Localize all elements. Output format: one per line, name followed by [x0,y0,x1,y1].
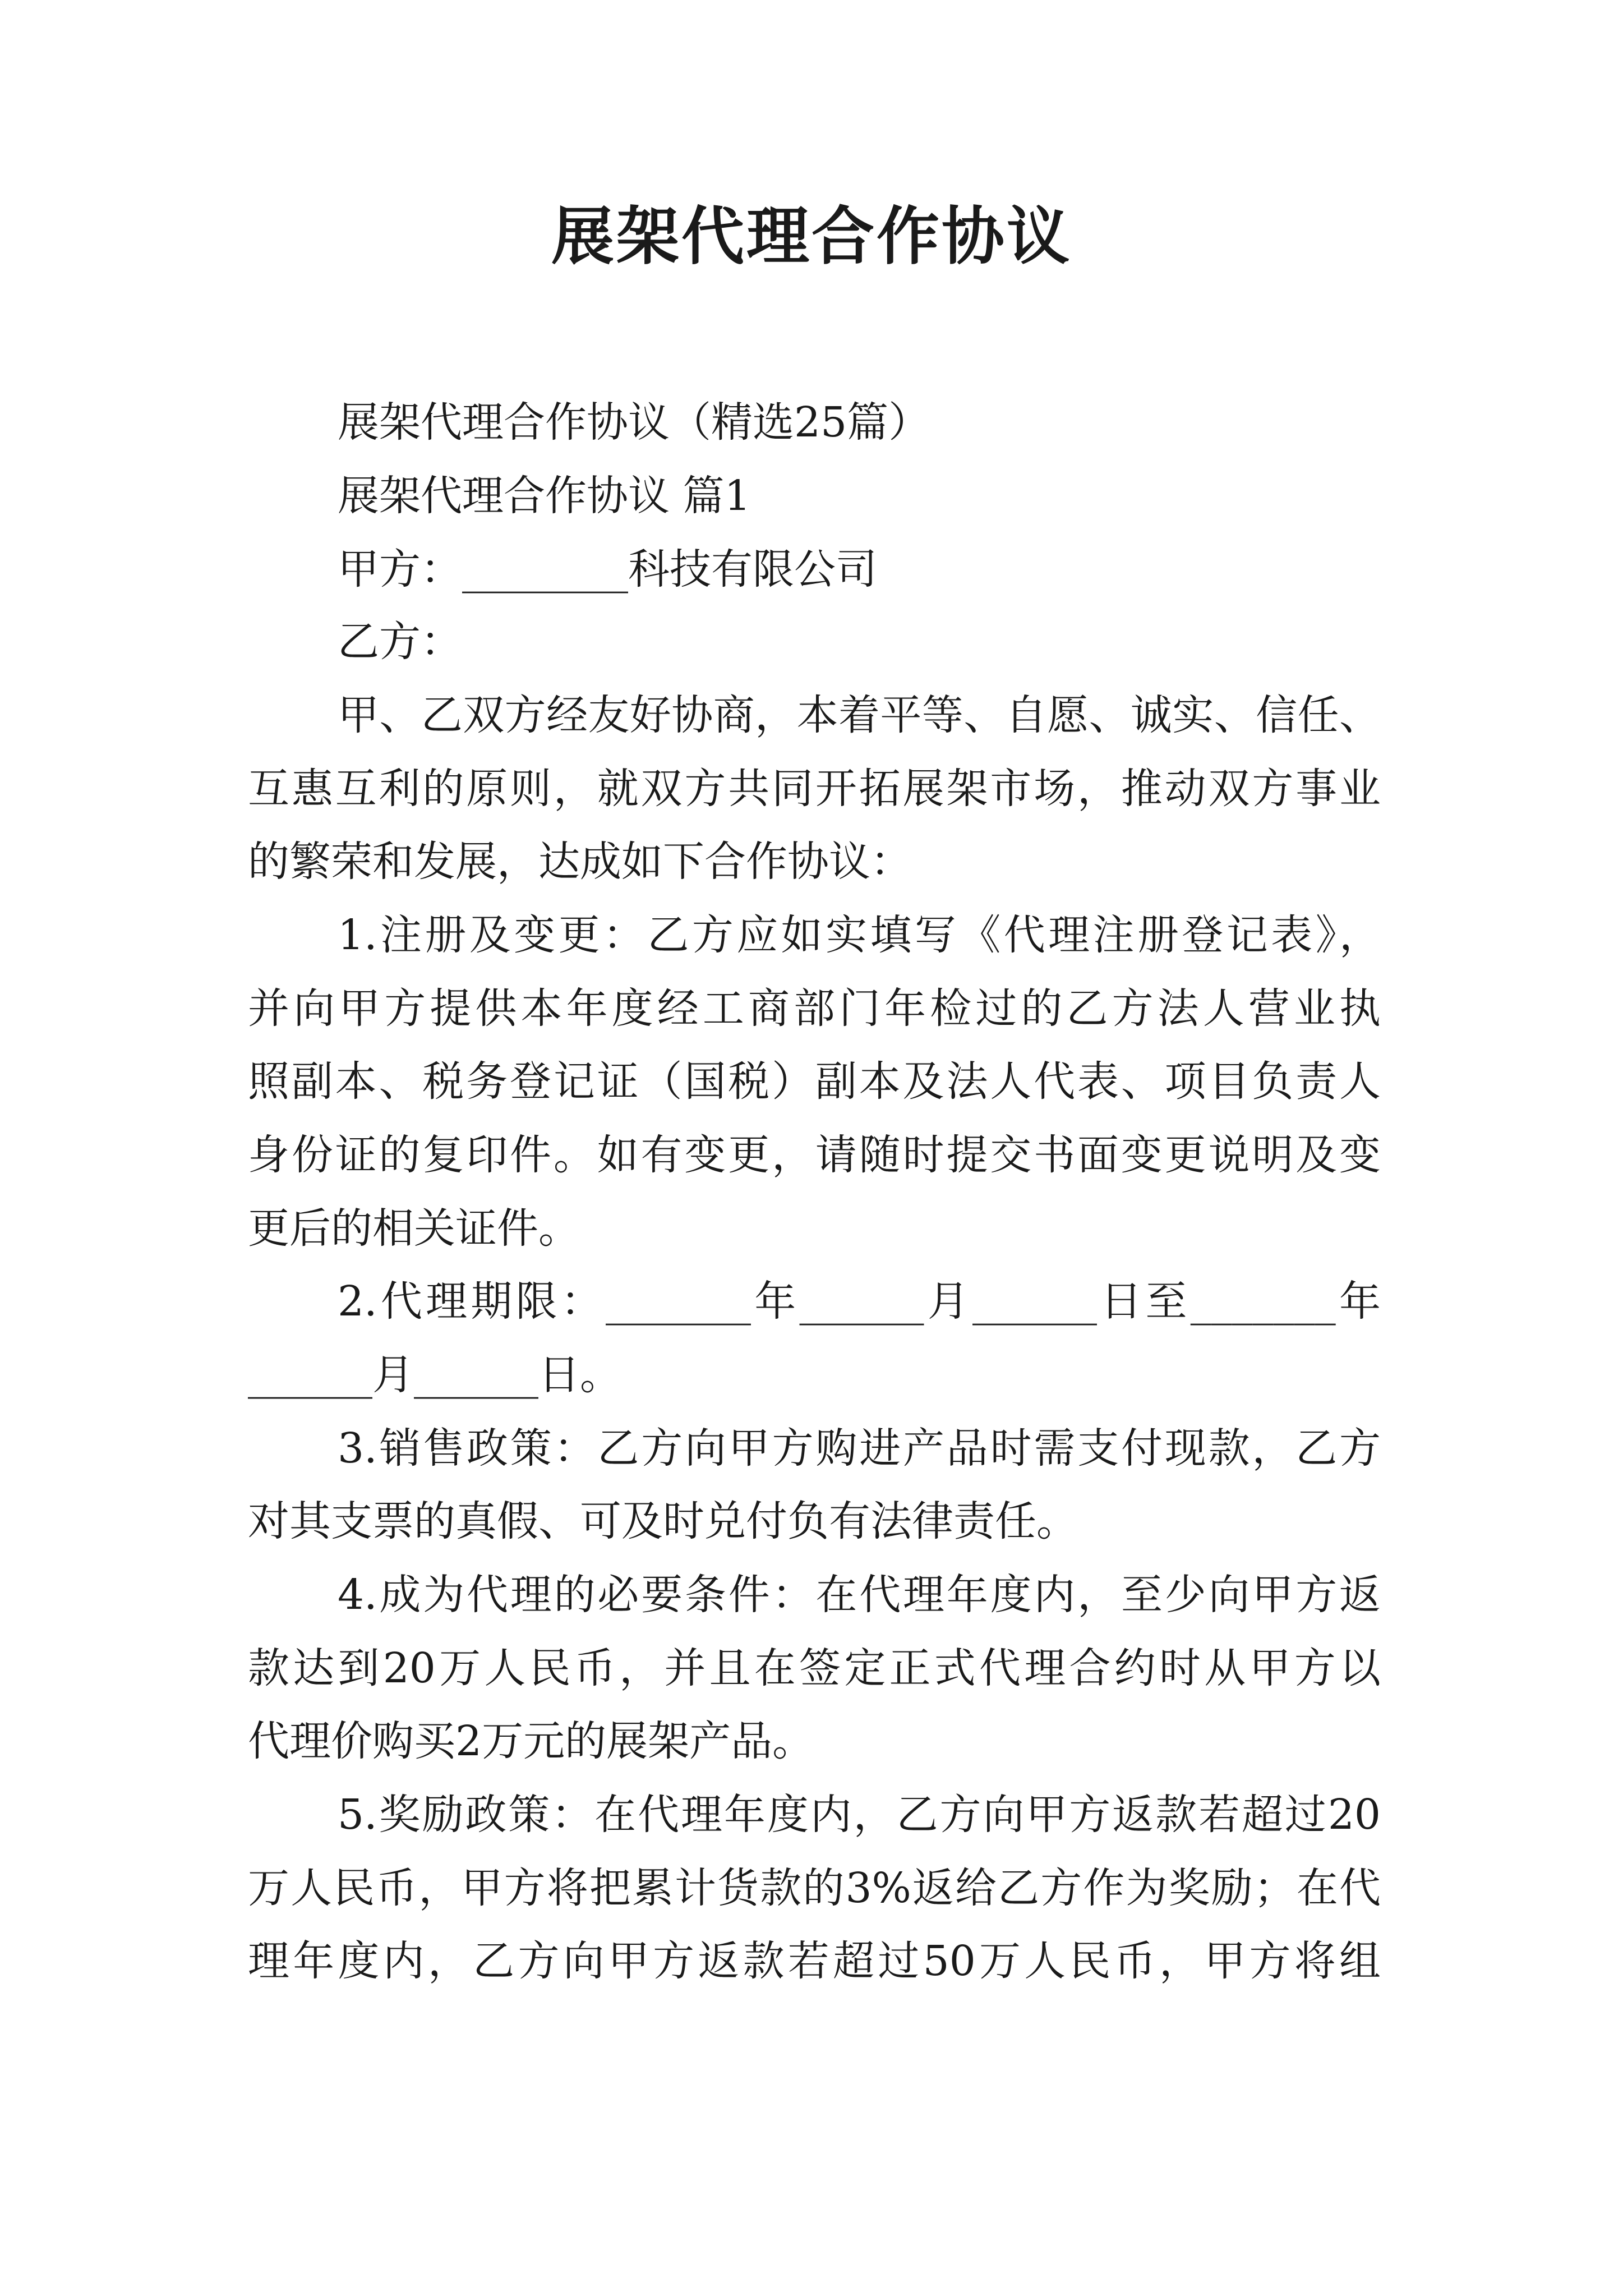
doc-line-party-b: 乙方： [338,618,462,666]
doc-line-clause1-5: 更后的相关证件。 [248,1204,580,1253]
doc-line-clause5-3: 理年度内，乙方向甲方返款若超过50万人民币，甲方将组 [248,1937,1381,1985]
doc-line-clause4-1: 4.成为代理的必要条件：在代理年度内，至少向甲方返 [338,1571,1381,1619]
doc-line-clause4-3: 代理价购买2万元的展架产品。 [248,1717,814,1765]
doc-line-preamble-3: 的繁荣和发展，达成如下合作协议： [248,838,912,886]
doc-line-clause3-1: 3.销售政策：乙方向甲方购进产品时需支付现款，乙方 [338,1424,1381,1473]
document-title: 展架代理合作协议 [551,200,1072,273]
doc-line-preamble-2: 互惠互利的原则，就双方共同开拓展架市场，推动双方事业 [248,765,1381,813]
doc-line-clause4-2: 款达到20万人民币，并且在签定正式代理合约时从甲方以 [248,1644,1381,1692]
doc-line-clause1-1: 1.注册及变更：乙方应如实填写《代理注册登记表》， [338,911,1381,959]
doc-line-collection-heading: 展架代理合作协议（精选25篇） [338,398,930,447]
doc-line-party-a: 甲方：________科技有限公司 [338,545,877,593]
doc-line-section-heading: 展架代理合作协议 篇1 [338,472,751,520]
doc-line-clause5-2: 万人民币，甲方将把累计货款的3%返给乙方作为奖励；在代 [248,1864,1381,1912]
doc-line-clause5-1: 5.奖励政策：在代理年度内，乙方向甲方返款若超过20 [338,1791,1381,1839]
doc-line-clause1-3: 照副本、税务登记证（国税）副本及法人代表、项目负责人 [248,1057,1381,1106]
doc-line-clause2-2: ______月______日。 [248,1351,621,1399]
doc-line-clause1-2: 并向甲方提供本年度经工商部门年检过的乙方法人营业执 [248,984,1381,1033]
doc-line-clause1-4: 身份证的复印件。如有变更，请随时提交书面变更说明及变 [248,1131,1381,1179]
doc-line-clause3-2: 对其支票的真假、可及时兑付负有法律责任。 [248,1497,1078,1545]
doc-line-preamble-1: 甲、乙双方经友好协商，本着平等、自愿、诚实、信任、 [338,691,1381,739]
doc-line-clause2-1: 2.代理期限：_______年______月______日至_______年 [338,1277,1381,1326]
